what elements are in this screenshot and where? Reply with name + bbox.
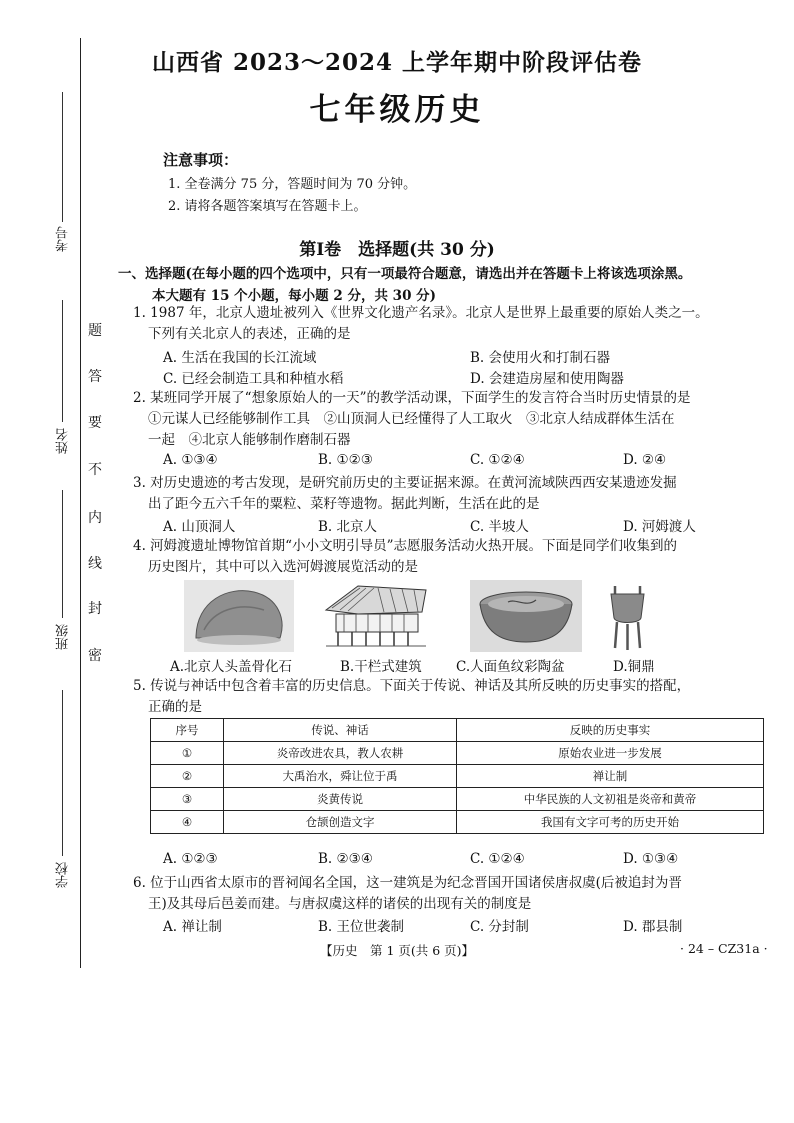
notice-title: 注意事项： [163, 151, 239, 169]
table-row [151, 811, 764, 834]
seal-char: 密 [88, 648, 102, 664]
q6-option-b: B. 王位世袭制 [318, 919, 405, 935]
q2-option-c: C. ①②④ [470, 452, 525, 468]
table-cell: ② [151, 765, 224, 788]
q1-option-d: D. 会建造房屋和使用陶器 [470, 371, 624, 387]
q3-option-a: A. 山顶洞人 [163, 519, 236, 535]
question-4-text: 4. 河姆渡遗址博物馆首期“小小文明引导员”志愿服务活动火热开展。下面是同学们收集到的 [133, 538, 677, 554]
skull-fossil-image [184, 580, 294, 652]
question-3-text: 出了距今五六千年的粟粒、菜籽等遗物。据此判断，生活在此的是 [148, 496, 540, 512]
part-instruction: 本大题有 15 个小题，每小题 2 分，共 30 分) [152, 288, 437, 304]
question-2-text: ①元谋人已经能够制作工具 ②山顶洞人已经懂得了人工取火 ③北京人结成群体生活在 [148, 411, 675, 427]
q3-option-c: C. 半坡人 [470, 519, 529, 535]
q1-option-b: B. 会使用火和打制石器 [470, 350, 611, 366]
q6-option-d: D. 郡县制 [623, 919, 683, 935]
table-row [151, 742, 764, 765]
table-header-cell: 反映的历史事实 [457, 719, 764, 742]
table-header-row [151, 719, 764, 742]
table-cell: 中华民族的人文初祖是炎帝和黄帝 [457, 788, 764, 811]
table-cell: 炎帝改进农具，教人农耕 [224, 742, 457, 765]
class-fill-line [62, 490, 63, 618]
q1-option-c: C. 已经会制造工具和种植水稻 [163, 371, 344, 387]
paper-code: · 24 – CZ31a · [680, 941, 768, 956]
table-cell: 仓颉创造文字 [224, 811, 457, 834]
pottery-basin-image [470, 580, 582, 652]
seal-char: 封 [88, 601, 102, 617]
seal-char: 线 [88, 556, 102, 572]
table-cell: ④ [151, 811, 224, 834]
exam-title: 山西省 2023～2024 上学年期中阶段评估卷 [151, 49, 643, 76]
q5-option-b: B. ②③④ [318, 851, 373, 867]
seal-char: 要 [88, 415, 102, 431]
question-2-text: 2. 某班同学开展了“想象原始人的一天”的教学活动课，下面学生的发言符合当时历史情景的是 [133, 390, 691, 406]
notice-item: 1. 全卷满分 75 分，答题时间为 70 分钟。 [168, 177, 417, 192]
question-6-text: 王)及其母后邑姜而建。与唐叔虞这样的诸侯的出现有关的制度是 [148, 896, 532, 912]
q2-option-d: D. ②④ [623, 452, 667, 468]
bronze-ding-image [605, 580, 650, 652]
seal-char: 不 [88, 462, 102, 478]
q3-option-d: D. 河姆渡人 [623, 519, 696, 535]
question-1-text: 下列有关北京人的表述，正确的是 [148, 326, 351, 342]
exam-no-label: 考号 [56, 226, 71, 252]
subject-title: 七年级历史 [309, 92, 485, 128]
table-row [151, 788, 764, 811]
q1-option-a: A. 生活在我国的长江流域 [163, 350, 317, 366]
q4-option-c: C.人面鱼纹彩陶盆 [456, 659, 565, 675]
seal-char: 答 [88, 369, 102, 385]
seal-char: 题 [88, 323, 102, 339]
q2-option-b: B. ①②③ [318, 452, 373, 468]
name-fill-line [62, 300, 63, 422]
q5-table [150, 718, 764, 834]
table-cell: 禅让制 [457, 765, 764, 788]
table-row [151, 765, 764, 788]
binding-line [80, 38, 81, 968]
q4-option-a: A.北京人头盖骨化石 [170, 659, 293, 675]
table-cell: 大禹治水，舜让位于禹 [224, 765, 457, 788]
stilt-house-image [318, 580, 433, 652]
q5-option-d: D. ①③④ [623, 851, 679, 867]
question-5-text: 正确的是 [148, 699, 202, 715]
question-2-text: 一起 ④北京人能够制作磨制石器 [148, 432, 351, 448]
section-title: 第Ⅰ卷 选择题(共 30 分) [299, 240, 495, 260]
q4-option-d: D.铜鼎 [613, 659, 655, 675]
class-label: 班级 [56, 624, 71, 650]
q5-option-c: C. ①②④ [470, 851, 525, 867]
q6-option-a: A. 禅让制 [163, 919, 222, 935]
q5-option-a: A. ①②③ [163, 851, 218, 867]
school-fill-line [62, 690, 63, 856]
question-6-text: 6. 位于山西省太原市的晋祠闻名全国，这一建筑是为纪念晋国开国诸侯唐叔虞(后被追封为晋 [133, 875, 682, 891]
part-instruction: 一、选择题(在每小题的四个选项中，只有一项最符合题意，请选出并在答题卡上将该选项涂黑。 [118, 266, 692, 282]
table-cell: 我国有文字可考的历史开始 [457, 811, 764, 834]
school-label: 学校 [56, 862, 71, 888]
seal-char: 内 [88, 510, 102, 526]
question-4-text: 历史图片，其中可以入选河姆渡展览活动的是 [148, 559, 418, 575]
question-1-text: 1. 1987 年，北京人遗址被列入《世界文化遗产名录》。北京人是世界上最重要的原始人类之一。 [133, 305, 709, 321]
page-footer: 【历史 第 1 页(共 6 页)】 [319, 943, 475, 958]
q3-option-b: B. 北京人 [318, 519, 378, 535]
question-3-text: 3. 对历史遗迹的考古发现，是研究前历史的主要证据来源。在黄河流域陕西西安某遗迹发掘 [133, 475, 677, 491]
q6-option-c: C. 分封制 [470, 919, 529, 935]
q4-option-b: B.干栏式建筑 [340, 659, 422, 675]
table-cell: ① [151, 742, 224, 765]
table-cell: ③ [151, 788, 224, 811]
table-cell: 原始农业进一步发展 [457, 742, 764, 765]
question-5-text: 5. 传说与神话中包含着丰富的历史信息。下面关于传说、神话及其所反映的历史事实的搭配， [133, 678, 691, 694]
table-header-cell: 传说、神话 [224, 719, 457, 742]
name-label: 姓名 [56, 428, 71, 454]
notice-item: 2. 请将各题答案填写在答题卡上。 [168, 199, 367, 214]
table-cell: 炎黄传说 [224, 788, 457, 811]
q2-option-a: A. ①③④ [163, 452, 218, 468]
table-header-cell: 序号 [151, 719, 224, 742]
